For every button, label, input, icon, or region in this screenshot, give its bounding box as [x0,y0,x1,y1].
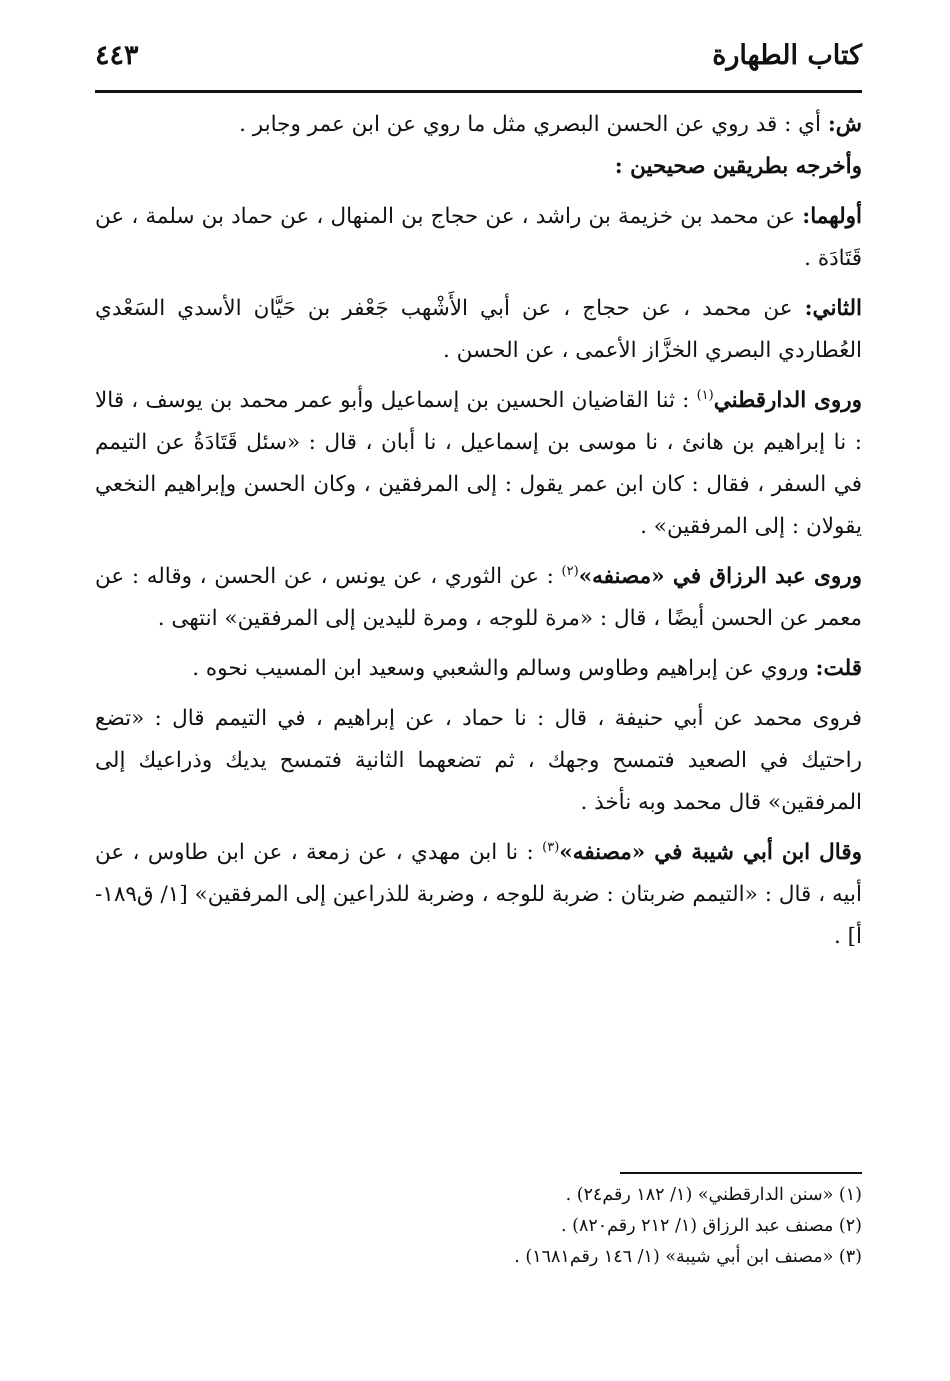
paragraph-lead: وقال ابن أبي شيبة في «مصنفه» [559,840,862,865]
paragraph-two-routes [95,146,862,188]
header-divider [95,90,862,93]
paragraph-text-rest: : ثنا القاضيان الحسين بن إسماعيل وأبو عمر محمد بن يوسف ، قالا : نا إبراهيم بن هانئ ، نا موسى بن إسماعيل ، نا أبان ، قال : «سئل قَتَادَةُ عن التيمم في السفر ، فقال : كان ابن عمر يقول : إلى المرفقين ، وكان الحسن وإبراهيم النخعي يقولان : إلى المرفقين» . [95,388,862,539]
paragraph-lead: وروى الدارقطني [713,388,863,413]
page-header [95,38,862,88]
paragraph-lead: وأخرجه بطريقين صحيحين : [614,154,862,179]
footnote-2: (٢) مصنف عبد الرزاق (١/ ٢١٢ رقم٨٢٠) . [560,1216,862,1236]
footnote-reference[interactable]: (٢) [561,563,579,579]
page-number: ٤٤٣ [95,40,139,71]
paragraph-daraqutni [95,380,862,548]
book-title: كتاب الطهارة [712,40,862,71]
paragraph-text: وروي عن إبراهيم وطاوس وسالم والشعبي وسعيد ابن المسيب نحوه . [192,656,816,681]
footnote-3: (٣) «مصنف ابن أبي شيبة» (١/ ١٤٦ رقم١٦٨١) . [514,1247,862,1267]
paragraph-lead: أولهما: [802,204,862,229]
paragraph-text: أي : قد روي عن الحسن البصري مثل ما روي عن ابن عمر وجابر . [239,112,828,137]
paragraph-text: فروى محمد عن أبي حنيفة ، قال : نا حماد ، عن إبراهيم ، في التيمم قال : «تضع راحتيك في الصعيد فتمسح وجهك ، ثم تضعهما الثانية فتمسح يديك وذراعيك إلى المرفقين» قال محمد وبه نأخذ . [95,706,862,815]
paragraph-lead: قلت: [815,656,862,681]
footnote-reference[interactable]: (٣) [542,839,560,855]
paragraph-text-rest: : نا ابن مهدي ، عن زمعة ، عن ابن طاوس ، عن أبيه ، قال : «التيمم ضربتان : ضربة للوجه ، وضربة للذراعين إلى المرفقين» [١/ ق١٨٩-أ] . [95,840,862,949]
main-text [95,104,862,966]
footnote-1: (١) «سنن الدارقطني» (١/ ١٨٢ رقم٢٤) . [565,1185,862,1205]
paragraph-sharh [95,104,862,146]
paragraph-second-route [95,288,862,372]
paragraph-lead: ش: [827,112,862,137]
paragraph-abd-al-razzaq [95,556,862,640]
paragraph-lead: وروى عبد الرزاق في «مصنفه» [578,564,863,589]
paragraph-abu-hanifa [95,698,862,824]
footnote-reference[interactable]: (١) [696,387,714,403]
paragraph-text: عن محمد بن خزيمة بن راشد ، عن حجاج بن المنهال ، عن حماد بن سلمة ، عن قَتَادَة . [95,204,862,271]
paragraph-ibn-abi-shayba [95,832,862,958]
paragraph-lead: الثاني: [804,296,862,321]
paragraph-qultu [95,648,862,690]
footnote-divider [620,1172,862,1174]
paragraph-first-route [95,196,862,280]
footnotes [95,1180,862,1273]
paragraph-text: عن محمد ، عن حجاج ، عن أبي الأَشْهب جَعْفر بن حَيَّان الأسدي السَعْدي العُطاردي البصري الخزَّاز الأعمى ، عن الحسن . [95,296,862,363]
paragraph-text-rest: : عن الثوري ، عن يونس ، عن الحسن ، وقاله : عن معمر عن الحسن أيضًا ، قال : «مرة للوجه ، ومرة لليدين إلى المرفقين» انتهى . [95,564,862,631]
